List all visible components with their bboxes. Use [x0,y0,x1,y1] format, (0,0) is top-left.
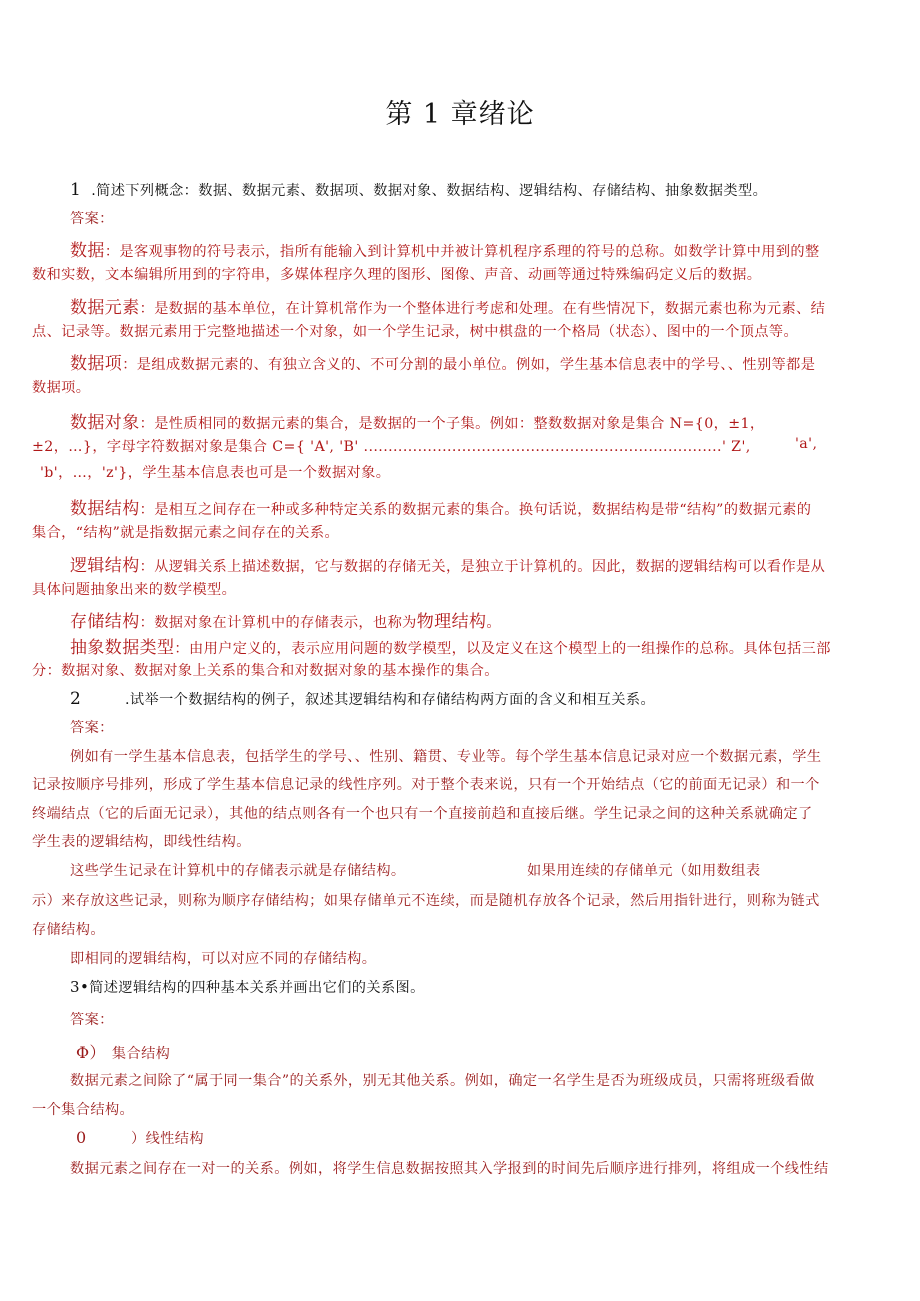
term: 数据元素 [70,298,140,318]
definition-text: ：是性质相同的数据元素的集合，是数据的一个子集。例如：整数数据对象是集合 N={0，±1， [139,416,765,432]
question-text: .试举一个数据结构的例子，叙述其逻辑结构和存储结构两方面的含义和相互关系。 [125,692,656,708]
definition-item [70,349,815,374]
answer-line: 即相同的逻辑结构，可以对应不同的存储结构。 [70,951,377,967]
definition-text: 集合，“结构”就是指数据元素之间存在的关系。 [32,525,340,541]
answer-line: 数据元素之间存在一对一的关系。例如，将学生信息数据按照其入学报到的时间先后顺序进行排列，将组成一个线性结 [70,1161,829,1177]
highlight-term: 物理结构 [416,612,487,632]
subheading-text: ）线性结构 [131,1131,204,1147]
answer-label: 答案： [70,720,114,736]
list-marker: Φ） [76,1043,106,1062]
answer-line: 记录按顺序号排列，形成了学生基本信息记录的线性序列。对于整个表来说，只有一个开始结点（它的前面无记录）和一个 [32,777,820,793]
question-number: 2 [70,689,82,709]
subheading-linear [76,1128,204,1148]
question-1 [70,180,767,200]
term: 存储结构 [70,612,140,632]
subheading-set [76,1040,170,1063]
definition-text: 具体问题抽象出来的数学模型。 [32,582,237,598]
question-3 [70,977,425,997]
answer-label: 答案： [70,1012,114,1028]
answer-line: 存储结构。 [32,922,105,938]
page-title: 第 1 章绪论 [385,99,535,130]
definition-text: 数和实数，文本编辑所用到的字符串，多媒体程序久理的图形、图像、声音、动画等通过特殊编码定义后的数据。 [32,267,762,283]
definition-structure [70,494,811,519]
definition-adt [70,633,831,658]
question-2 [70,689,655,709]
definition-text: ：是客观事物的符号表示，指所有能输入到计算机中并被计算机程序系理的符号的总称。如数学计算中用到的整 [104,244,820,260]
definition-text: 。 [486,615,501,631]
question-text: 简述逻辑结构的四种基本关系并画出它们的关系图。 [89,980,425,996]
subheading-text: 集合结构 [111,1046,171,1062]
answer-label: 答案： [70,211,114,227]
definition-data [70,236,820,261]
definition-text: 'b'，…，'z'}，学生基本信息表也可是一个数据对象。 [40,465,391,481]
term: 数据 [70,241,105,261]
answer-line: 这些学生记录在计算机中的存储表示就是存储结构。 [70,863,406,879]
question-number: 3• [70,978,90,996]
term: 数据对象 [70,413,140,433]
term: 逻辑结构 [70,556,140,576]
definition-text: ：数据对象在计算机中的存储表示，也称为 [139,615,417,631]
answer-line: 数据元素之间除了“属于同一集合”的关系外，别无其他关系。例如，确定一名学生是否为班级成员，只需将班级看做 [70,1073,815,1089]
definition-text: 分：数据对象、数据对象上关系的集合和对数据对象的基本操作的集合。 [32,663,499,679]
definition-element [70,293,825,318]
definition-text: ±2，…}，字母字符数据对象是集合 C={ 'A', 'B' .........................................................................' Z', [32,439,751,455]
definition-text: ：是数据的基本单位，在计算机常作为一个整体进行考虑和处理。在有些情况下，数据元素也称为元素、结 [139,301,826,317]
answer-line: 示）来存放这些记录，则称为顺序存储结构；如果存储单元不连续，而是随机存放各个记录，然后用指针进行，则称为链式 [32,893,820,909]
definition-storage [70,607,501,632]
term: 数据项 [70,354,123,374]
answer-line: 一个集合结构。 [32,1102,135,1118]
definition-text: ：由用户定义的，表示应用问题的数学模型，以及定义在这个模型上的一组操作的总称。具体包括三部 [174,641,831,657]
definition-text: ：是相互之间存在一种或多种特定关系的数据元素的集合。换句话说，数据结构是带“结构”的数据元素的 [139,502,812,518]
definition-logic [70,551,825,576]
definition-text: ：是组成数据元素的、有独立含义的、不可分割的最小单位。例如，学生基本信息表中的学号、、性别等都是 [122,357,816,373]
term: 抽象数据类型 [70,638,175,658]
answer-line: 终端结点（它的后面无记录），其他的结点则各有一个也只有一个直接前趋和直接后继。学生记录之间的这种关系就确定了 [32,806,813,822]
term: 数据结构 [70,499,140,519]
answer-line: 如果用连续的存储单元（如用数组表 [527,863,761,879]
definition-text: 'a', [795,436,818,452]
definition-text: 点、记录等。数据元素用于完整地描述一个对象，如一个学生记录，树中棋盘的一个格局（状态）、图中的一个顶点等。 [32,324,799,340]
definition-object [70,408,765,433]
answer-line: 学生表的逻辑结构，即线性结构。 [32,834,251,850]
list-marker: 0 [76,1128,87,1147]
answer-line: 例如有一学生基本信息表，包括学生的学号、、性别、籍贯、专业等。每个学生基本信息记录对应一个数据元素，学生 [70,749,822,765]
question-number: 1 [70,180,82,200]
question-text: .简述下列概念：数据、数据元素、数据项、数据对象、数据结构、逻辑结构、存储结构、抽象数据类型。 [91,183,768,199]
definition-text: ：从逻辑关系上描述数据，它与数据的存储无关，是独立于计算机的。因此，数据的逻辑结构可以看作是从 [139,559,826,575]
definition-text: 数据项。 [32,380,91,396]
